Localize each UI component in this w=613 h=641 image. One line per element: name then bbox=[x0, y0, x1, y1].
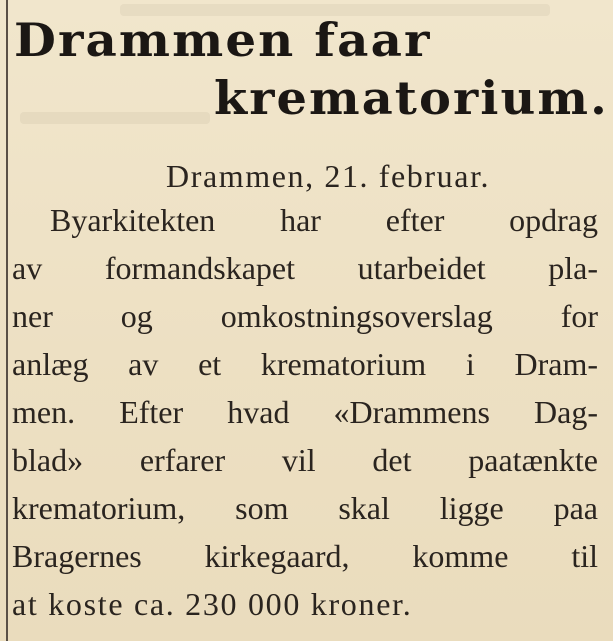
body-line: men. Efter hvad «Drammens Dag- bbox=[12, 394, 598, 430]
body-line: blad» erfarer vil det paatænkte bbox=[12, 442, 598, 478]
body-line: av formandskapet utarbeidet pla- bbox=[12, 250, 598, 286]
headline-line-2: krematorium. bbox=[214, 71, 609, 125]
headline-line-1: Drammen faar bbox=[14, 13, 432, 67]
body-line: Bragernes kirkegaard, komme til bbox=[12, 538, 598, 574]
body-line: anlæg av et krematorium i Dram- bbox=[12, 346, 598, 382]
dateline: Drammen, 21. februar. bbox=[166, 158, 491, 194]
bleed-through-mark bbox=[20, 112, 210, 124]
body-line: at koste ca. 230 000 kroner. bbox=[12, 586, 413, 622]
body-line: krematorium, som skal ligge paa bbox=[12, 490, 598, 526]
body-line: Byarkitekten har efter opdrag bbox=[50, 202, 598, 238]
column-rule bbox=[6, 0, 8, 641]
body-line: ner og omkostningsoverslag for bbox=[12, 298, 598, 334]
